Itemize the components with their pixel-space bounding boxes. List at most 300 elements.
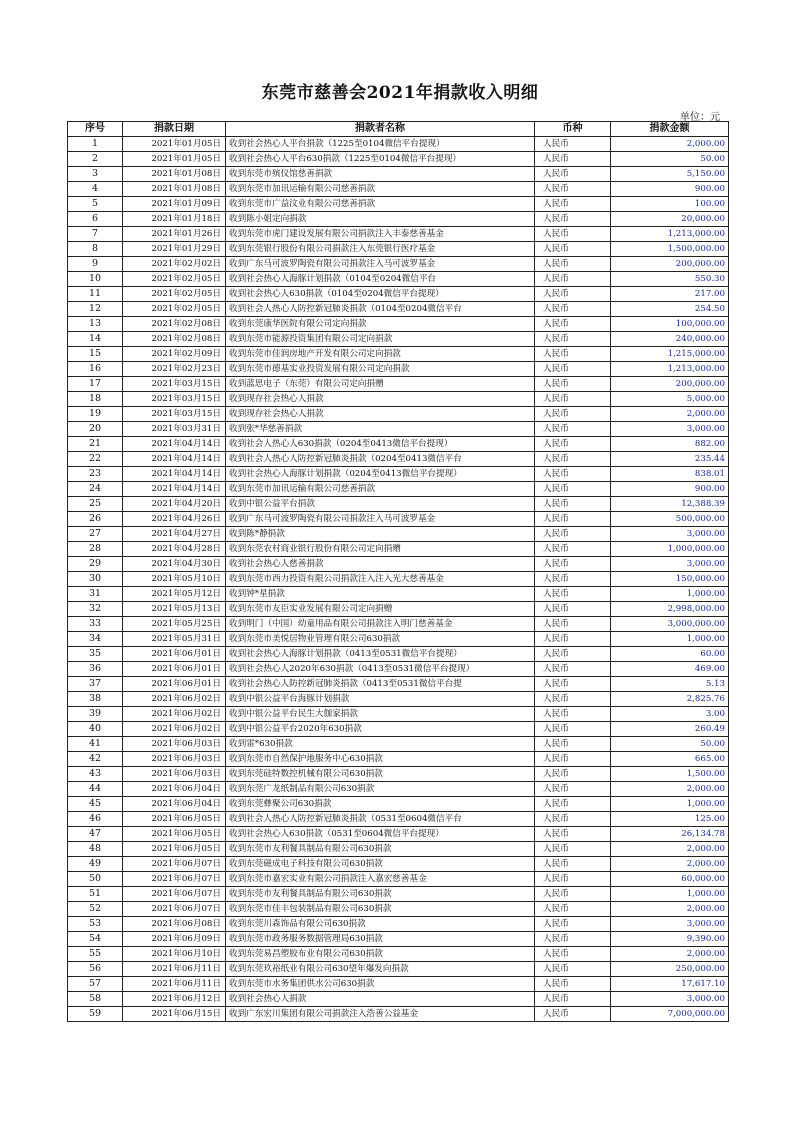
cell-seq: 11 [68,287,123,302]
cell-date: 2021年01月05日 [123,152,226,167]
cell-amount: 500,000.00 [611,512,729,527]
header-currency: 币种 [535,122,611,137]
cell-seq: 16 [68,362,123,377]
table-row [68,512,729,527]
cell-currency: 人民币 [535,407,611,422]
cell-date: 2021年02月23日 [123,362,226,377]
cell-date: 2021年05月31日 [123,632,226,647]
cell-amount: 1,215,000.00 [611,347,729,362]
cell-seq: 10 [68,272,123,287]
cell-seq: 35 [68,647,123,662]
cell-donor: 收到东莞康华医院有限公司定向捐款 [226,317,535,332]
cell-date: 2021年02月08日 [123,332,226,347]
table-row [68,227,729,242]
cell-amount: 1,000.00 [611,632,729,647]
cell-amount: 3,000.00 [611,992,729,1007]
cell-seq: 24 [68,482,123,497]
table-row [68,842,729,857]
cell-seq: 7 [68,227,123,242]
cell-amount: 838.01 [611,467,729,482]
cell-amount: 3,000.00 [611,917,729,932]
table-row [68,257,729,272]
table-row [68,752,729,767]
cell-donor: 收到广东马可波罗陶瓷有限公司捐款注入马可波罗基金 [226,257,535,272]
cell-seq: 31 [68,587,123,602]
cell-date: 2021年02月02日 [123,257,226,272]
cell-seq: 12 [68,302,123,317]
cell-seq: 30 [68,572,123,587]
cell-seq: 23 [68,467,123,482]
cell-seq: 15 [68,347,123,362]
cell-currency: 人民币 [535,857,611,872]
cell-currency: 人民币 [535,587,611,602]
table-row [68,167,729,182]
cell-date: 2021年01月26日 [123,227,226,242]
cell-amount: 900.00 [611,182,729,197]
table-row [68,482,729,497]
cell-date: 2021年03月15日 [123,377,226,392]
table-row [68,437,729,452]
cell-amount: 3,000,000.00 [611,617,729,632]
cell-amount: 260.49 [611,722,729,737]
cell-currency: 人民币 [535,227,611,242]
cell-date: 2021年06月02日 [123,692,226,707]
cell-date: 2021年02月05日 [123,272,226,287]
cell-donor: 收到社会热心人平台捐款（1225至0104微信平台提现） [226,137,535,152]
table-row [68,632,729,647]
table-row [68,287,729,302]
cell-donor: 收到社会人热心人防控新冠肺炎捐款（0531至0604微信平台 [226,812,535,827]
table-row [68,677,729,692]
cell-currency: 人民币 [535,1007,611,1022]
table-row [68,617,729,632]
cell-donor: 收到东莞市虎门建设发展有限公司捐款注入丰泰慈善基金 [226,227,535,242]
table-row [68,767,729,782]
cell-seq: 58 [68,992,123,1007]
table-row [68,332,729,347]
cell-amount: 665.00 [611,752,729,767]
unit-label: 单位：元 [680,112,720,123]
cell-date: 2021年05月10日 [123,572,226,587]
cell-donor: 收到东莞市友利餐具制品有限公司630捐款 [226,887,535,902]
table-row [68,377,729,392]
cell-amount: 3,000.00 [611,527,729,542]
cell-date: 2021年04月14日 [123,452,226,467]
cell-currency: 人民币 [535,497,611,512]
table-row [68,932,729,947]
cell-date: 2021年03月15日 [123,407,226,422]
cell-seq: 56 [68,962,123,977]
cell-currency: 人民币 [535,932,611,947]
cell-amount: 17,617.10 [611,977,729,992]
cell-amount: 3.00 [611,707,729,722]
cell-currency: 人民币 [535,947,611,962]
cell-amount: 1,000.00 [611,797,729,812]
cell-date: 2021年06月05日 [123,827,226,842]
cell-currency: 人民币 [535,212,611,227]
cell-currency: 人民币 [535,962,611,977]
table-row [68,197,729,212]
cell-currency: 人民币 [535,467,611,482]
cell-donor: 收到东莞彝聚公司630捐款 [226,797,535,812]
cell-currency: 人民币 [535,902,611,917]
cell-donor: 收到东莞市政务服务数据管理局630捐款 [226,932,535,947]
table-row [68,422,729,437]
cell-amount: 200,000.00 [611,257,729,272]
table-row [68,827,729,842]
cell-date: 2021年04月14日 [123,482,226,497]
cell-date: 2021年06月04日 [123,782,226,797]
cell-donor: 收到东莞市西力投资有限公司捐款注入注入光大慈善基金 [226,572,535,587]
cell-amount: 469.00 [611,662,729,677]
table-row [68,782,729,797]
cell-amount: 150,000.00 [611,572,729,587]
header-amount: 捐款金额 [611,122,729,137]
cell-seq: 28 [68,542,123,557]
cell-currency: 人民币 [535,242,611,257]
cell-donor: 收到张*华慈善捐款 [226,422,535,437]
cell-donor: 收到东莞磁成电子科技有限公司630捐款 [226,857,535,872]
cell-donor: 收到东莞市加讯运输有限公司慈善捐款 [226,482,535,497]
table-row [68,467,729,482]
cell-currency: 人民币 [535,542,611,557]
cell-amount: 235.44 [611,452,729,467]
cell-seq: 38 [68,692,123,707]
cell-donor: 收到东莞川森饰品有限公司630捐款 [226,917,535,932]
cell-donor: 收到东莞市嘉宏实业有限公司捐款注入嘉宏慈善基金 [226,872,535,887]
cell-seq: 25 [68,497,123,512]
cell-seq: 41 [68,737,123,752]
cell-date: 2021年06月07日 [123,857,226,872]
cell-donor: 收到明门（中国）幼童用品有限公司捐款注入明门慈善基金 [226,617,535,632]
cell-seq: 20 [68,422,123,437]
cell-date: 2021年06月15日 [123,1007,226,1022]
cell-date: 2021年04月14日 [123,467,226,482]
cell-date: 2021年06月03日 [123,752,226,767]
cell-date: 2021年06月04日 [123,797,226,812]
cell-seq: 43 [68,767,123,782]
table-row [68,152,729,167]
cell-seq: 18 [68,392,123,407]
cell-date: 2021年06月08日 [123,917,226,932]
cell-amount: 1,213,000.00 [611,227,729,242]
table-row [68,302,729,317]
cell-donor: 收到现存社会热心人捐款 [226,392,535,407]
cell-date: 2021年02月09日 [123,347,226,362]
cell-donor: 收到东莞银行股份有限公司捐款注入东莞银行医疗基金 [226,242,535,257]
table-row [68,317,729,332]
cell-date: 2021年03月15日 [123,392,226,407]
cell-date: 2021年04月26日 [123,512,226,527]
cell-currency: 人民币 [535,422,611,437]
cell-seq: 59 [68,1007,123,1022]
cell-donor: 收到广东马可波罗陶瓷有限公司捐款注入马可波罗基金 [226,512,535,527]
cell-date: 2021年04月14日 [123,437,226,452]
cell-amount: 5,000.00 [611,392,729,407]
cell-amount: 2,000.00 [611,902,729,917]
cell-date: 2021年04月27日 [123,527,226,542]
cell-currency: 人民币 [535,437,611,452]
cell-currency: 人民币 [535,167,611,182]
cell-amount: 1,000.00 [611,587,729,602]
cell-donor: 收到东莞市佳丰包装制品有限公司630捐款 [226,902,535,917]
cell-donor: 收到东莞市广益汶业有限公司慈善捐款 [226,197,535,212]
table-row [68,587,729,602]
cell-seq: 46 [68,812,123,827]
cell-donor: 收到社会人热心人防控新冠肺炎捐款（0104至0204微信平台 [226,302,535,317]
table-row [68,542,729,557]
cell-donor: 收到中银公益平台捐款 [226,497,535,512]
cell-currency: 人民币 [535,257,611,272]
cell-currency: 人民币 [535,737,611,752]
cell-currency: 人民币 [535,302,611,317]
cell-date: 2021年04月28日 [123,542,226,557]
cell-currency: 人民币 [535,347,611,362]
cell-seq: 44 [68,782,123,797]
table-row [68,797,729,812]
cell-donor: 收到社会热心人平台630捐款（1225至0104微信平台提现） [226,152,535,167]
cell-currency: 人民币 [535,827,611,842]
cell-seq: 45 [68,797,123,812]
table-row [68,662,729,677]
cell-date: 2021年06月09日 [123,932,226,947]
cell-currency: 人民币 [535,527,611,542]
cell-donor: 收到东莞广龙纸制品有限公司630捐款 [226,782,535,797]
cell-amount: 2,998,000.00 [611,602,729,617]
cell-donor: 收到社会热心人慈善捐款 [226,557,535,572]
cell-date: 2021年01月18日 [123,212,226,227]
cell-currency: 人民币 [535,722,611,737]
cell-date: 2021年06月05日 [123,812,226,827]
cell-donor: 收到蓝思电子（东莞）有限公司定向捐赠 [226,377,535,392]
cell-date: 2021年06月03日 [123,737,226,752]
cell-donor: 收到东莞市加讯运输有限公司慈善捐款 [226,182,535,197]
cell-amount: 9,390.00 [611,932,729,947]
cell-seq: 55 [68,947,123,962]
cell-donor: 收到东莞硅特数控机械有限公司630捐款 [226,767,535,782]
cell-seq: 53 [68,917,123,932]
cell-date: 2021年01月29日 [123,242,226,257]
cell-amount: 2,000.00 [611,947,729,962]
table-row [68,497,729,512]
cell-date: 2021年06月02日 [123,707,226,722]
cell-seq: 13 [68,317,123,332]
table-row [68,722,729,737]
cell-amount: 100.00 [611,197,729,212]
cell-amount: 20,000.00 [611,212,729,227]
table-row [68,962,729,977]
table-row [68,707,729,722]
cell-currency: 人民币 [535,512,611,527]
table-row [68,887,729,902]
cell-currency: 人民币 [535,617,611,632]
cell-seq: 6 [68,212,123,227]
cell-donor: 收到社会人热心人防控新冠肺炎捐款（0204至0413微信平台 [226,452,535,467]
cell-seq: 22 [68,452,123,467]
table-row [68,557,729,572]
cell-currency: 人民币 [535,752,611,767]
cell-currency: 人民币 [535,137,611,152]
cell-donor: 收到社会热心人防控新冠肺炎捐款（0413至0531微信平台提 [226,677,535,692]
cell-seq: 49 [68,857,123,872]
cell-currency: 人民币 [535,842,611,857]
cell-amount: 12,388.39 [611,497,729,512]
cell-donor: 收到东莞市水务集团供水公司630捐款 [226,977,535,992]
cell-seq: 57 [68,977,123,992]
cell-seq: 42 [68,752,123,767]
cell-amount: 26,134.78 [611,827,729,842]
cell-date: 2021年02月05日 [123,302,226,317]
cell-seq: 37 [68,677,123,692]
cell-currency: 人民币 [535,197,611,212]
cell-donor: 收到东莞市能源投资集团有限公司定向捐款 [226,332,535,347]
cell-currency: 人民币 [535,317,611,332]
cell-amount: 900.00 [611,482,729,497]
cell-donor: 收到中银公益平台2020年630捐款 [226,722,535,737]
cell-currency: 人民币 [535,452,611,467]
cell-date: 2021年01月09日 [123,197,226,212]
cell-amount: 2,000.00 [611,782,729,797]
cell-amount: 250,000.00 [611,962,729,977]
cell-currency: 人民币 [535,917,611,932]
cell-date: 2021年06月01日 [123,647,226,662]
cell-amount: 100,000.00 [611,317,729,332]
table-row [68,692,729,707]
cell-seq: 19 [68,407,123,422]
cell-currency: 人民币 [535,362,611,377]
cell-currency: 人民币 [535,572,611,587]
cell-date: 2021年06月02日 [123,722,226,737]
cell-donor: 收到东莞市德基实业投资发展有限公司定向捐款 [226,362,535,377]
cell-date: 2021年05月12日 [123,587,226,602]
cell-currency: 人民币 [535,782,611,797]
cell-currency: 人民币 [535,677,611,692]
table-row [68,977,729,992]
table-row [68,992,729,1007]
cell-seq: 1 [68,137,123,152]
cell-amount: 550.30 [611,272,729,287]
cell-seq: 52 [68,902,123,917]
cell-donor: 收到东莞市殡仪馆慈善捐款 [226,167,535,182]
cell-donor: 收到东莞市美悦居物业管理有限公司630捐款 [226,632,535,647]
cell-currency: 人民币 [535,272,611,287]
cell-currency: 人民币 [535,602,611,617]
cell-currency: 人民币 [535,647,611,662]
cell-seq: 47 [68,827,123,842]
cell-date: 2021年06月01日 [123,677,226,692]
cell-currency: 人民币 [535,392,611,407]
cell-donor: 收到社会人热心人630捐款（0204至0413微信平台提现） [226,437,535,452]
cell-date: 2021年06月11日 [123,977,226,992]
cell-seq: 29 [68,557,123,572]
cell-currency: 人民币 [535,482,611,497]
cell-amount: 3,000.00 [611,557,729,572]
cell-amount: 1,000.00 [611,887,729,902]
cell-date: 2021年01月08日 [123,182,226,197]
cell-seq: 4 [68,182,123,197]
cell-date: 2021年06月12日 [123,992,226,1007]
cell-currency: 人民币 [535,992,611,1007]
cell-amount: 60.00 [611,647,729,662]
cell-currency: 人民币 [535,182,611,197]
page-title: 东莞市慈善会2021年捐款收入明细 [261,83,539,103]
cell-donor: 收到社会热心人海豚计划捐款（0104至0204微信平台 [226,272,535,287]
table-row [68,647,729,662]
cell-date: 2021年06月05日 [123,842,226,857]
table-row [68,452,729,467]
table-row [68,737,729,752]
cell-currency: 人民币 [535,692,611,707]
cell-date: 2021年01月08日 [123,167,226,182]
table-row [68,407,729,422]
table-body [68,137,729,1022]
cell-currency: 人民币 [535,977,611,992]
cell-seq: 17 [68,377,123,392]
cell-donor: 收到东莞玖裕纸业有限公司630望年爆发向捐款 [226,962,535,977]
cell-currency: 人民币 [535,662,611,677]
header-seq: 序号 [68,122,123,137]
cell-amount: 5,150.00 [611,167,729,182]
cell-currency: 人民币 [535,872,611,887]
cell-seq: 14 [68,332,123,347]
cell-donor: 收到东莞市自然保护地服务中心630捐款 [226,752,535,767]
table-row [68,812,729,827]
cell-seq: 32 [68,602,123,617]
cell-currency: 人民币 [535,557,611,572]
cell-seq: 39 [68,707,123,722]
cell-donor: 收到社会热心人捐款 [226,992,535,1007]
cell-date: 2021年04月30日 [123,557,226,572]
cell-seq: 3 [68,167,123,182]
cell-amount: 7,000,000.00 [611,1007,729,1022]
table-row [68,917,729,932]
table-row [68,602,729,617]
cell-donor: 收到社会热心人630捐款（0531至0604微信平台提现） [226,827,535,842]
table-row [68,242,729,257]
table-row [68,362,729,377]
cell-donor: 收到中银公益平台民生大伽家捐款 [226,707,535,722]
cell-seq: 40 [68,722,123,737]
cell-donor: 收到东莞市友臣实业发展有限公司定向捐赠 [226,602,535,617]
cell-date: 2021年06月07日 [123,887,226,902]
cell-amount: 60,000.00 [611,872,729,887]
cell-amount: 882.00 [611,437,729,452]
cell-date: 2021年06月07日 [123,872,226,887]
cell-donor: 收到现存社会热心人捐款 [226,407,535,422]
cell-donor: 收到东莞易昌塑胶布业有限公司630捐款 [226,947,535,962]
cell-seq: 5 [68,197,123,212]
cell-seq: 21 [68,437,123,452]
table-row [68,572,729,587]
table-row [68,137,729,152]
cell-currency: 人民币 [535,632,611,647]
cell-date: 2021年01月05日 [123,137,226,152]
cell-donor: 收到社会热心人630捐款（0104至0204微信平台提现） [226,287,535,302]
cell-seq: 48 [68,842,123,857]
cell-amount: 2,000.00 [611,857,729,872]
table-row [68,347,729,362]
cell-currency: 人民币 [535,152,611,167]
cell-currency: 人民币 [535,767,611,782]
cell-date: 2021年02月05日 [123,287,226,302]
cell-seq: 54 [68,932,123,947]
cell-seq: 9 [68,257,123,272]
cell-donor: 收到社会热心人海豚计划捐款（0204至0413微信平台提现） [226,467,535,482]
cell-amount: 2,825.76 [611,692,729,707]
cell-amount: 254.50 [611,302,729,317]
cell-currency: 人民币 [535,707,611,722]
cell-donor: 收到陈小姐定向捐款 [226,212,535,227]
